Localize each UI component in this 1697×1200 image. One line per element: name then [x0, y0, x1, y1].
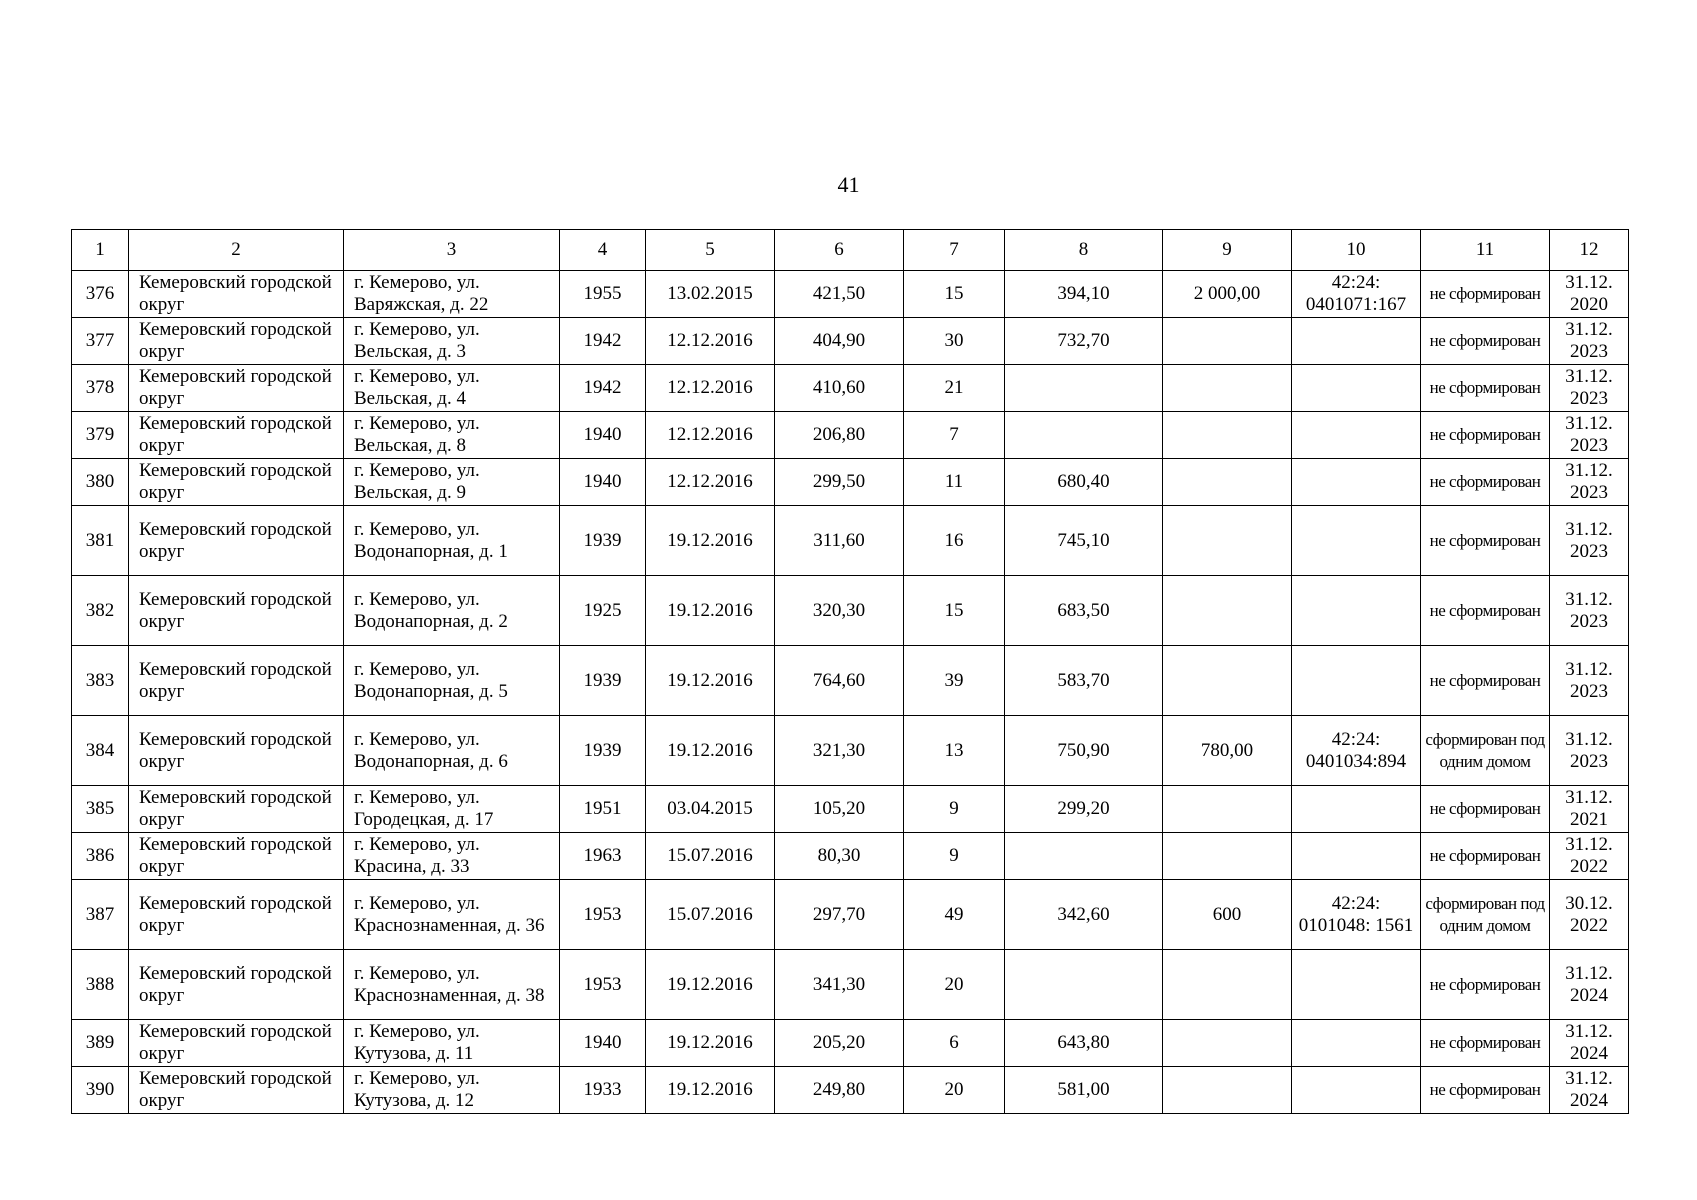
- deadline-date: 31.12. 2024: [1550, 1067, 1629, 1114]
- land-area: [1163, 786, 1292, 833]
- build-year: 1940: [560, 1020, 646, 1067]
- land-area: 600: [1163, 880, 1292, 950]
- cadastral-number: [1292, 786, 1421, 833]
- emergency-date: 19.12.2016: [646, 950, 775, 1020]
- deadline-date: 31.12. 2023: [1550, 716, 1629, 786]
- emergency-date: 19.12.2016: [646, 576, 775, 646]
- deadline-date: 31.12. 2020: [1550, 271, 1629, 318]
- municipality: Кемеровский городской округ: [129, 459, 344, 506]
- municipality: Кемеровский городской округ: [129, 365, 344, 412]
- row-number: 377: [72, 318, 129, 365]
- cadastral-number: 42:24: 0101048: 1561: [1292, 880, 1421, 950]
- land-area: [1163, 1067, 1292, 1114]
- table-row: [72, 1020, 1629, 1067]
- area-value: [1005, 833, 1163, 880]
- build-year: 1953: [560, 880, 646, 950]
- build-year: 1933: [560, 1067, 646, 1114]
- emergency-date: 12.12.2016: [646, 412, 775, 459]
- area-value: 583,70: [1005, 646, 1163, 716]
- emergency-date: 12.12.2016: [646, 318, 775, 365]
- deadline-date: 31.12. 2023: [1550, 412, 1629, 459]
- municipality: Кемеровский городской округ: [129, 833, 344, 880]
- column-number: 12: [1550, 230, 1629, 271]
- area-value: 342,60: [1005, 880, 1163, 950]
- residents-count: 21: [904, 365, 1005, 412]
- residents-count: 39: [904, 646, 1005, 716]
- area-value: 299,50: [775, 459, 904, 506]
- table-row: [72, 880, 1629, 950]
- cadastral-number: [1292, 1020, 1421, 1067]
- area-value: 341,30: [775, 950, 904, 1020]
- address: г. Кемерово, ул. Вельская, д. 3: [344, 318, 560, 365]
- build-year: 1940: [560, 459, 646, 506]
- land-area: [1163, 365, 1292, 412]
- table-row: [72, 412, 1629, 459]
- area-value: 105,20: [775, 786, 904, 833]
- area-value: 581,00: [1005, 1067, 1163, 1114]
- build-year: 1963: [560, 833, 646, 880]
- area-value: 205,20: [775, 1020, 904, 1067]
- build-year: 1939: [560, 716, 646, 786]
- address: г. Кемерово, ул. Вельская, д. 9: [344, 459, 560, 506]
- cadastral-number: [1292, 646, 1421, 716]
- build-year: 1939: [560, 646, 646, 716]
- build-year: 1925: [560, 576, 646, 646]
- column-number: 2: [129, 230, 344, 271]
- municipality: Кемеровский городской округ: [129, 950, 344, 1020]
- land-status: не сформирован: [1421, 1020, 1550, 1067]
- land-area: 2 000,00: [1163, 271, 1292, 318]
- land-status: не сформирован: [1421, 786, 1550, 833]
- area-value: 680,40: [1005, 459, 1163, 506]
- municipality: Кемеровский городской округ: [129, 1020, 344, 1067]
- cadastral-number: [1292, 412, 1421, 459]
- cadastral-number: [1292, 365, 1421, 412]
- address: г. Кемерово, ул. Водонапорная, д. 2: [344, 576, 560, 646]
- address: г. Кемерово, ул. Кутузова, д. 11: [344, 1020, 560, 1067]
- row-number: 386: [72, 833, 129, 880]
- residents-count: 9: [904, 786, 1005, 833]
- area-value: 683,50: [1005, 576, 1163, 646]
- land-area: 780,00: [1163, 716, 1292, 786]
- municipality: Кемеровский городской округ: [129, 880, 344, 950]
- column-number: 5: [646, 230, 775, 271]
- area-value: 764,60: [775, 646, 904, 716]
- residents-count: 30: [904, 318, 1005, 365]
- emergency-date: 15.07.2016: [646, 833, 775, 880]
- residents-count: 15: [904, 576, 1005, 646]
- residents-count: 13: [904, 716, 1005, 786]
- land-area: [1163, 950, 1292, 1020]
- residents-count: 16: [904, 506, 1005, 576]
- area-value: 750,90: [1005, 716, 1163, 786]
- land-area: [1163, 576, 1292, 646]
- address: г. Кемерово, ул. Водонапорная, д. 1: [344, 506, 560, 576]
- residents-count: 6: [904, 1020, 1005, 1067]
- emergency-date: 19.12.2016: [646, 506, 775, 576]
- municipality: Кемеровский городской округ: [129, 1067, 344, 1114]
- deadline-date: 31.12. 2024: [1550, 950, 1629, 1020]
- area-value: 421,50: [775, 271, 904, 318]
- deadline-date: 31.12. 2023: [1550, 576, 1629, 646]
- address: г. Кемерово, ул. Краснознаменная, д. 38: [344, 950, 560, 1020]
- area-value: 299,20: [1005, 786, 1163, 833]
- land-area: [1163, 833, 1292, 880]
- table-row: [72, 833, 1629, 880]
- area-value: 745,10: [1005, 506, 1163, 576]
- emergency-date: 19.12.2016: [646, 1067, 775, 1114]
- municipality: Кемеровский городской округ: [129, 271, 344, 318]
- emergency-date: 19.12.2016: [646, 716, 775, 786]
- row-number: 385: [72, 786, 129, 833]
- row-number: 378: [72, 365, 129, 412]
- row-number: 389: [72, 1020, 129, 1067]
- cadastral-number: 42:24: 0401071:167: [1292, 271, 1421, 318]
- land-status: не сформирован: [1421, 271, 1550, 318]
- municipality: Кемеровский городской округ: [129, 506, 344, 576]
- land-status: сформирован под одним домом: [1421, 716, 1550, 786]
- deadline-date: 30.12. 2022: [1550, 880, 1629, 950]
- address: г. Кемерово, ул. Вельская, д. 8: [344, 412, 560, 459]
- deadline-date: 31.12. 2023: [1550, 506, 1629, 576]
- address: г. Кемерово, ул. Городецкая, д. 17: [344, 786, 560, 833]
- area-value: 643,80: [1005, 1020, 1163, 1067]
- build-year: 1951: [560, 786, 646, 833]
- build-year: 1942: [560, 365, 646, 412]
- land-area: [1163, 412, 1292, 459]
- land-status: не сформирован: [1421, 412, 1550, 459]
- emergency-date: 03.04.2015: [646, 786, 775, 833]
- land-status: не сформирован: [1421, 833, 1550, 880]
- land-area: [1163, 459, 1292, 506]
- area-value: 80,30: [775, 833, 904, 880]
- land-status: не сформирован: [1421, 459, 1550, 506]
- column-number: 4: [560, 230, 646, 271]
- municipality: Кемеровский городской округ: [129, 646, 344, 716]
- emergency-date: 15.07.2016: [646, 880, 775, 950]
- area-value: [1005, 412, 1163, 459]
- municipality: Кемеровский городской округ: [129, 786, 344, 833]
- address: г. Кемерово, ул. Краснознаменная, д. 36: [344, 880, 560, 950]
- address: г. Кемерово, ул. Кутузова, д. 12: [344, 1067, 560, 1114]
- build-year: 1953: [560, 950, 646, 1020]
- area-value: 297,70: [775, 880, 904, 950]
- table-row: [72, 646, 1629, 716]
- column-number: 9: [1163, 230, 1292, 271]
- land-status: не сформирован: [1421, 365, 1550, 412]
- area-value: 311,60: [775, 506, 904, 576]
- deadline-date: 31.12. 2023: [1550, 318, 1629, 365]
- row-number: 384: [72, 716, 129, 786]
- land-status: не сформирован: [1421, 950, 1550, 1020]
- row-number: 387: [72, 880, 129, 950]
- emergency-date: 12.12.2016: [646, 365, 775, 412]
- emergency-date: 19.12.2016: [646, 646, 775, 716]
- area-value: 206,80: [775, 412, 904, 459]
- column-number: 11: [1421, 230, 1550, 271]
- table-row: [72, 716, 1629, 786]
- column-number: 1: [72, 230, 129, 271]
- table-row: [72, 459, 1629, 506]
- residents-count: 11: [904, 459, 1005, 506]
- residents-count: 20: [904, 950, 1005, 1020]
- land-status: не сформирован: [1421, 576, 1550, 646]
- land-area: [1163, 506, 1292, 576]
- deadline-date: 31.12. 2024: [1550, 1020, 1629, 1067]
- build-year: 1955: [560, 271, 646, 318]
- cadastral-number: [1292, 318, 1421, 365]
- deadline-date: 31.12. 2022: [1550, 833, 1629, 880]
- build-year: 1939: [560, 506, 646, 576]
- area-value: 249,80: [775, 1067, 904, 1114]
- area-value: 732,70: [1005, 318, 1163, 365]
- residents-count: 49: [904, 880, 1005, 950]
- land-status: не сформирован: [1421, 646, 1550, 716]
- cadastral-number: [1292, 459, 1421, 506]
- cadastral-number: [1292, 1067, 1421, 1114]
- deadline-date: 31.12. 2023: [1550, 459, 1629, 506]
- deadline-date: 31.12. 2023: [1550, 646, 1629, 716]
- table-row: [72, 318, 1629, 365]
- row-number: 379: [72, 412, 129, 459]
- table-row: [72, 271, 1629, 318]
- deadline-date: 31.12. 2021: [1550, 786, 1629, 833]
- residents-count: 7: [904, 412, 1005, 459]
- area-value: 320,30: [775, 576, 904, 646]
- address: г. Кемерово, ул. Водонапорная, д. 5: [344, 646, 560, 716]
- table-row: [72, 576, 1629, 646]
- cadastral-number: [1292, 833, 1421, 880]
- land-status: сформирован под одним домом: [1421, 880, 1550, 950]
- area-value: [1005, 365, 1163, 412]
- column-number: 7: [904, 230, 1005, 271]
- residents-count: 20: [904, 1067, 1005, 1114]
- deadline-date: 31.12. 2023: [1550, 365, 1629, 412]
- area-value: 410,60: [775, 365, 904, 412]
- row-number: 381: [72, 506, 129, 576]
- emergency-date: 19.12.2016: [646, 1020, 775, 1067]
- residents-count: 15: [904, 271, 1005, 318]
- land-status: не сформирован: [1421, 1067, 1550, 1114]
- row-number: 388: [72, 950, 129, 1020]
- land-area: [1163, 1020, 1292, 1067]
- table-row: [72, 950, 1629, 1020]
- land-status: не сформирован: [1421, 318, 1550, 365]
- cadastral-number: [1292, 950, 1421, 1020]
- column-number: 6: [775, 230, 904, 271]
- table-row: [72, 786, 1629, 833]
- address: г. Кемерово, ул. Варяжская, д. 22: [344, 271, 560, 318]
- column-number: 10: [1292, 230, 1421, 271]
- municipality: Кемеровский городской округ: [129, 576, 344, 646]
- cadastral-number: [1292, 576, 1421, 646]
- municipality: Кемеровский городской округ: [129, 318, 344, 365]
- column-number: 8: [1005, 230, 1163, 271]
- row-number: 383: [72, 646, 129, 716]
- residents-count: 9: [904, 833, 1005, 880]
- address: г. Кемерово, ул. Вельская, д. 4: [344, 365, 560, 412]
- emergency-date: 13.02.2015: [646, 271, 775, 318]
- municipality: Кемеровский городской округ: [129, 412, 344, 459]
- land-status: не сформирован: [1421, 506, 1550, 576]
- area-value: 394,10: [1005, 271, 1163, 318]
- address: г. Кемерово, ул. Водонапорная, д. 6: [344, 716, 560, 786]
- emergency-date: 12.12.2016: [646, 459, 775, 506]
- address: г. Кемерово, ул. Красина, д. 33: [344, 833, 560, 880]
- municipality: Кемеровский городской округ: [129, 716, 344, 786]
- area-value: 404,90: [775, 318, 904, 365]
- table-row: [72, 365, 1629, 412]
- area-value: 321,30: [775, 716, 904, 786]
- area-value: [1005, 950, 1163, 1020]
- land-area: [1163, 318, 1292, 365]
- table-row: [72, 506, 1629, 576]
- cadastral-number: 42:24: 0401034:894: [1292, 716, 1421, 786]
- row-number: 376: [72, 271, 129, 318]
- table-row: [72, 1067, 1629, 1114]
- column-number: 3: [344, 230, 560, 271]
- build-year: 1940: [560, 412, 646, 459]
- cadastral-number: [1292, 506, 1421, 576]
- land-area: [1163, 646, 1292, 716]
- housing-register-table: [71, 229, 1629, 1114]
- row-number: 380: [72, 459, 129, 506]
- column-number-row: [72, 230, 1629, 271]
- build-year: 1942: [560, 318, 646, 365]
- page-number: 41: [837, 172, 860, 197]
- row-number: 390: [72, 1067, 129, 1114]
- row-number: 382: [72, 576, 129, 646]
